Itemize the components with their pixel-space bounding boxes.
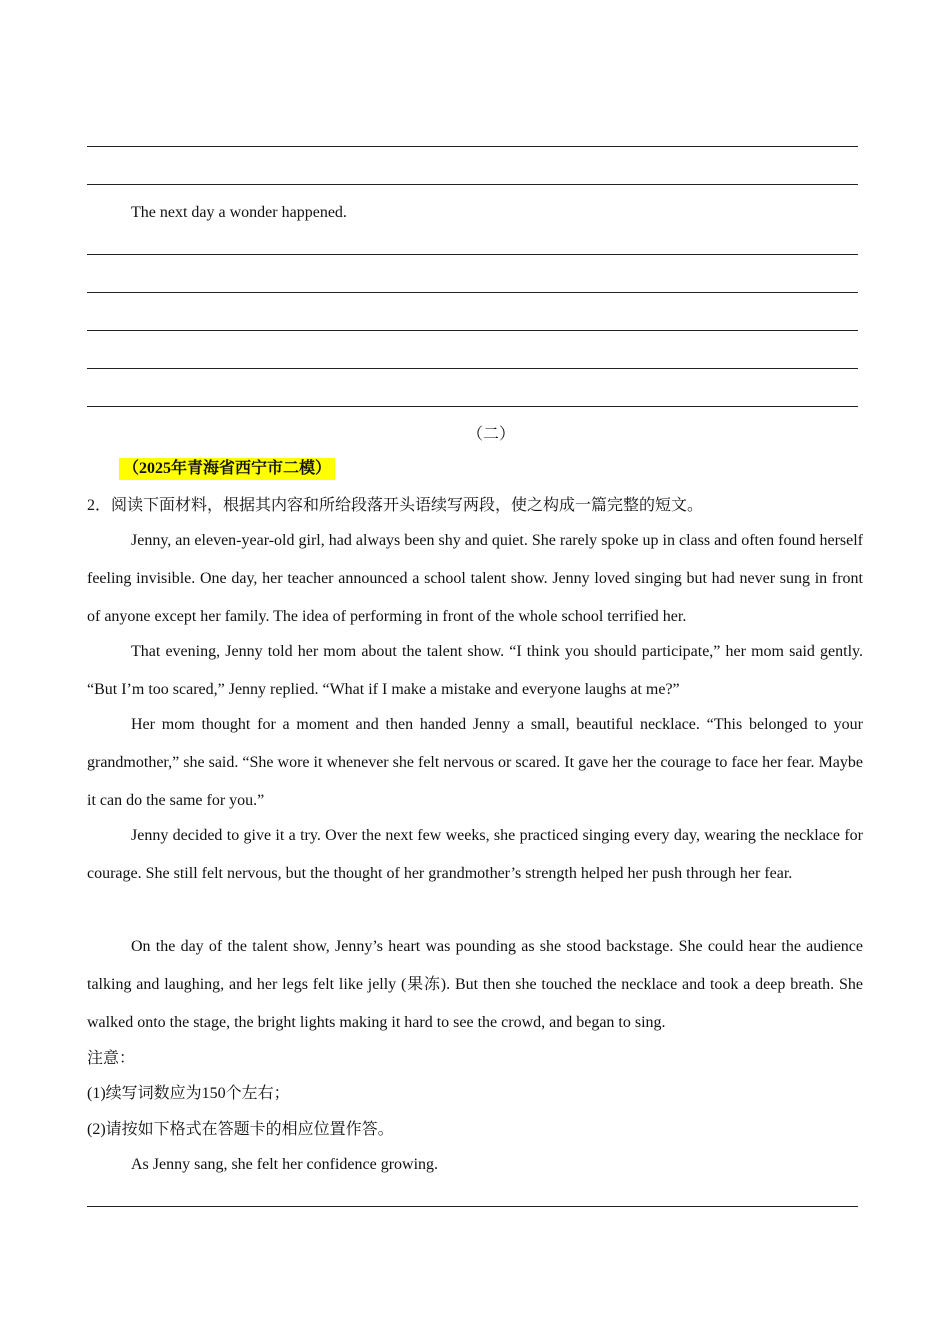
continuation-prompt-2: As Jenny sang, she felt her confidence growing.: [131, 1156, 439, 1173]
answer-line: [87, 1206, 858, 1207]
answer-line: [87, 292, 858, 293]
note-item-1: (1)续写词数应为150个左右；: [87, 1085, 290, 1102]
story-paragraph-2: That evening, Jenny told her mom about the talent show. “I think you should participate,” her mom said gently. “But I’m too scared,” Jenny replied. “What if I make a mistake and everyone laughs at me?”: [87, 643, 863, 698]
question-number: 2．: [87, 497, 112, 514]
answer-line: [87, 146, 858, 147]
continuation-prompt-1: The next day a wonder happened.: [131, 204, 347, 221]
question-header: [87, 496, 703, 516]
note-item-2: (2)请按如下格式在答题卡的相应位置作答。: [87, 1121, 394, 1138]
story-paragraph-5: On the day of the talent show, Jenny’s heart was pounding as she stood backstage. She could hear the audience talking and laughing, and her legs felt like jelly (果冻). But then she touched the necklace and took a deep breath. She walked onto the stage, the bright lights making it hard to see the crowd, and began to sing.: [87, 938, 863, 1031]
answer-line: [87, 368, 858, 369]
answer-line: [87, 406, 858, 407]
story-paragraph-4: Jenny decided to give it a try. Over the next few weeks, she practiced singing every day, wearing the necklace for courage. She still felt nervous, but the thought of her grandmother’s strength helped her push through her fear.: [87, 827, 863, 882]
notes-title: 注意：: [87, 1050, 136, 1067]
answer-line: [87, 184, 858, 185]
story-paragraph-1: Jenny, an eleven-year-old girl, had always been shy and quiet. She rarely spoke up in class and often found herself feeling invisible. One day, her teacher announced a school talent show. Jenny loved singing but had never sung in front of anyone except her family. The idea of performing in front of the whole school terrified her.: [87, 532, 863, 625]
source-highlight: （2025年青海省西宁市二模）: [119, 458, 335, 480]
answer-line: [87, 254, 858, 255]
story-paragraph-3: Her mom thought for a moment and then handed Jenny a small, beautiful necklace. “This belonged to your grandmother,” she said. “She wore it whenever she felt nervous or scared. It gave her the courage to face her fear. Maybe it can do the same for you.”: [87, 716, 863, 809]
answer-line: [87, 330, 858, 331]
question-instruction: 阅读下面材料，根据其内容和所给段落开头语续写两段，使之构成一篇完整的短文。: [111, 497, 704, 514]
section-title: （二）: [466, 426, 515, 443]
